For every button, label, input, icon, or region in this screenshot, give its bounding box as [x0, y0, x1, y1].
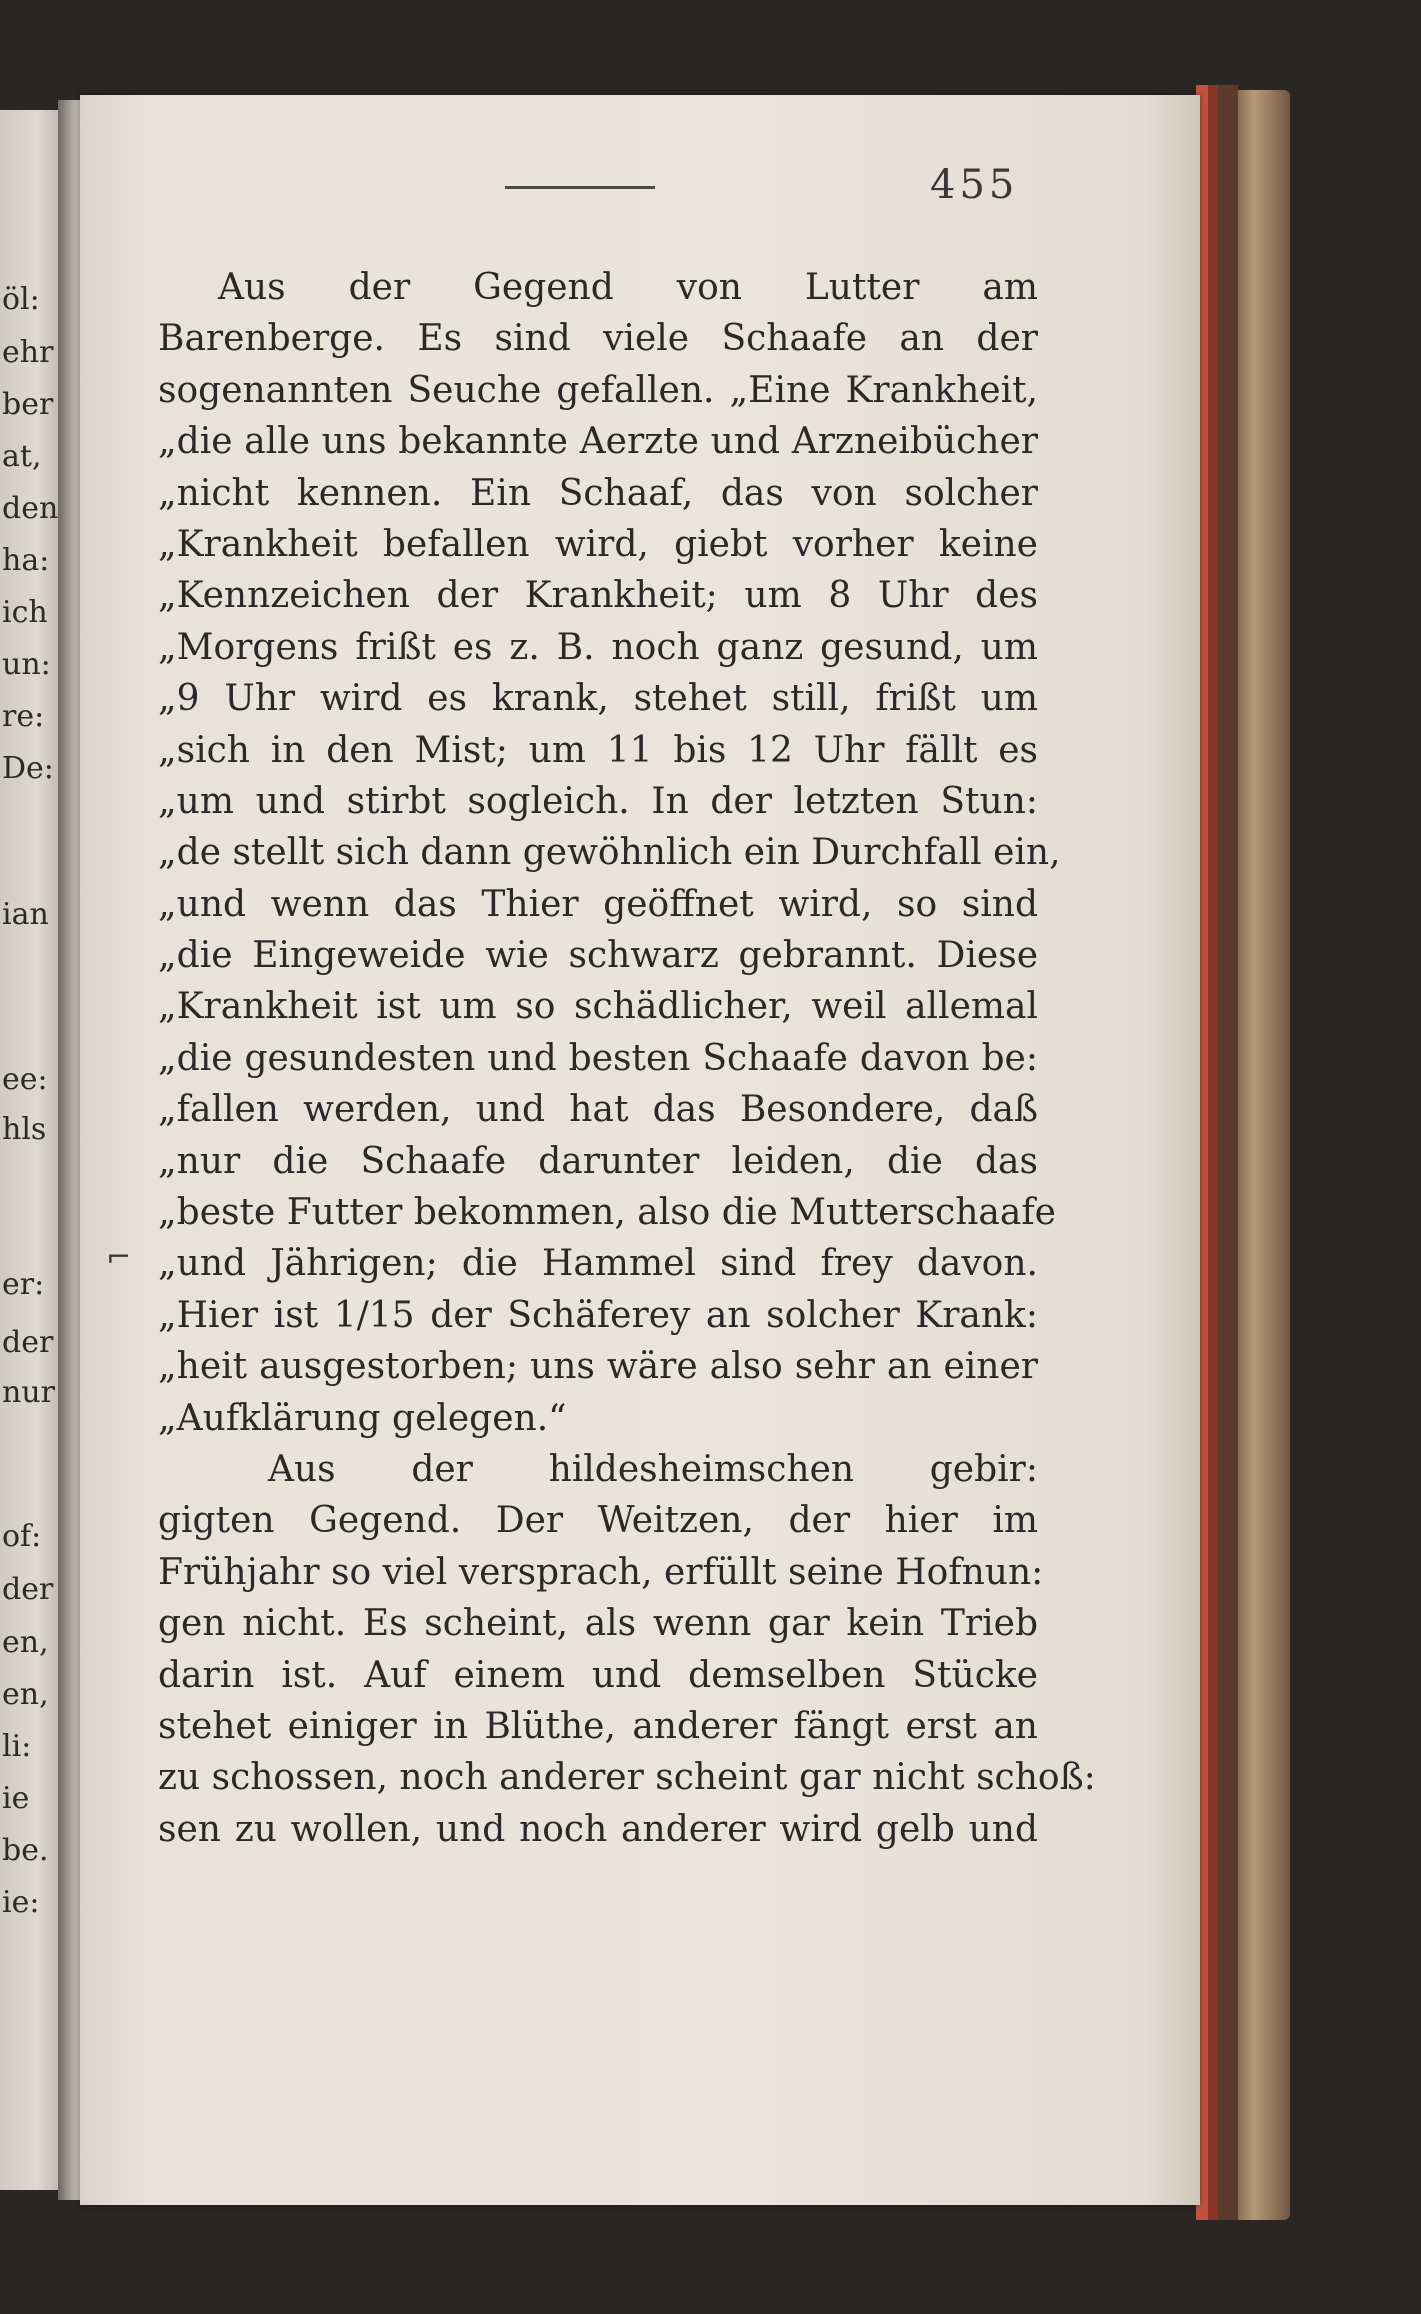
body-text — [158, 262, 1096, 1855]
text-line: Frühjahr so viel versprach, erfüllt seine Hofnun: — [158, 1551, 1044, 1593]
left-fragment: ie: — [2, 1885, 40, 1920]
text-line: „Kennzeichen der Krankheit; um 8 Uhr des — [158, 575, 1038, 617]
text-line: „Krankheit befallen wird, giebt vorher keine — [158, 523, 1038, 565]
left-fragment: ber — [2, 387, 54, 422]
text-line: sogenannten Seuche gefallen. „Eine Krankheit, — [158, 369, 1038, 411]
text-line: „Morgens frißt es z. B. noch ganz gesund, um — [158, 626, 1038, 668]
left-fragment: re: — [2, 699, 45, 734]
left-fragment: öl: — [2, 282, 40, 317]
left-fragment: hls — [2, 1112, 47, 1147]
text-line: „die alle uns bekannte Aerzte und Arzneibücher — [158, 421, 1038, 463]
text-line: „die Eingeweide wie schwarz gebrannt. Diese — [158, 935, 1038, 977]
left-fragment: en, — [2, 1625, 49, 1660]
text-line: gigten Gegend. Der Weitzen, der hier im — [158, 1500, 1038, 1542]
left-fragment: ee: — [2, 1062, 48, 1097]
left-fragment: of: — [2, 1519, 42, 1554]
left-fragment: ha: — [2, 543, 50, 578]
left-fragment: De: — [2, 751, 54, 786]
left-page-edge — [0, 110, 62, 2190]
text-line: „um und stirbt sogleich. In der letzten Stun: — [158, 780, 1038, 822]
text-line: „die gesundesten und besten Schaafe davon be: — [158, 1037, 1038, 1079]
text-line: „sich in den Mist; um 11 bis 12 Uhr fällt es — [158, 729, 1038, 771]
text-line: „9 Uhr wird es krank, stehet still, frißt um — [158, 678, 1038, 720]
text-line: darin ist. Auf einem und demselben Stücke — [158, 1654, 1038, 1696]
text-line: „nur die Schaafe darunter leiden, die das — [158, 1140, 1038, 1182]
left-fragment: ich — [2, 595, 48, 630]
text-line: sen zu wollen, und noch anderer wird gelb und — [158, 1808, 1038, 1850]
text-line: stehet einiger in Blüthe, anderer fängt erst an — [158, 1705, 1038, 1747]
text-line: „und wenn das Thier geöffnet wird, so sind — [158, 883, 1038, 925]
left-fragment: den — [2, 491, 59, 526]
page-edge-dark — [1208, 85, 1218, 2220]
left-fragment: ehr — [2, 335, 54, 370]
text-line: Barenberge. Es sind viele Schaafe an der — [158, 318, 1038, 360]
text-line: „heit ausgestorben; uns wäre also sehr an einer — [158, 1346, 1038, 1388]
left-fragment: un: — [2, 647, 51, 682]
page-number: 455 — [930, 162, 1019, 208]
text-line: „Aufklärung gelegen.“ — [158, 1397, 567, 1439]
text-line: „nicht kennen. Ein Schaaf, das von solcher — [158, 472, 1038, 514]
text-line: Aus der hildesheimschen gebir: — [268, 1448, 1038, 1490]
left-fragment: der — [2, 1325, 54, 1360]
text-line: „und Jährigen; die Hammel sind frey davon. — [158, 1243, 1038, 1285]
text-line: „Hier ist 1/15 der Schäferey an solcher Krank: — [158, 1294, 1038, 1336]
text-line: „Krankheit ist um so schädlicher, weil allemal — [158, 986, 1038, 1028]
left-fragment: li: — [2, 1729, 32, 1764]
left-fragment: der — [2, 1572, 54, 1607]
marginal-mark: ⌐ — [106, 1240, 132, 1275]
left-fragment: en, — [2, 1677, 49, 1712]
header-rule — [505, 186, 655, 189]
left-fragment: be. — [2, 1833, 49, 1868]
text-line: zu schossen, noch anderer scheint gar nicht schoß: — [158, 1757, 1096, 1799]
left-fragment: ian — [2, 897, 49, 932]
text-line: „fallen werden, und hat das Besondere, daß — [158, 1089, 1038, 1131]
left-fragment: at, — [2, 439, 42, 474]
text-line: gen nicht. Es scheint, als wenn gar kein Trieb — [158, 1603, 1038, 1645]
text-line: „beste Futter bekommen, also die Mutterschaafe — [158, 1192, 1056, 1234]
left-fragment: nur — [2, 1375, 55, 1410]
text-line: „de stellt sich dann gewöhnlich ein Durchfall ein, — [158, 832, 1061, 874]
left-fragment: er: — [2, 1267, 45, 1302]
page-edge-brown — [1218, 85, 1238, 2220]
book-cover-edge — [1238, 90, 1290, 2220]
text-line: Aus der Gegend von Lutter am — [218, 267, 1038, 308]
left-fragment: ie — [2, 1781, 30, 1816]
